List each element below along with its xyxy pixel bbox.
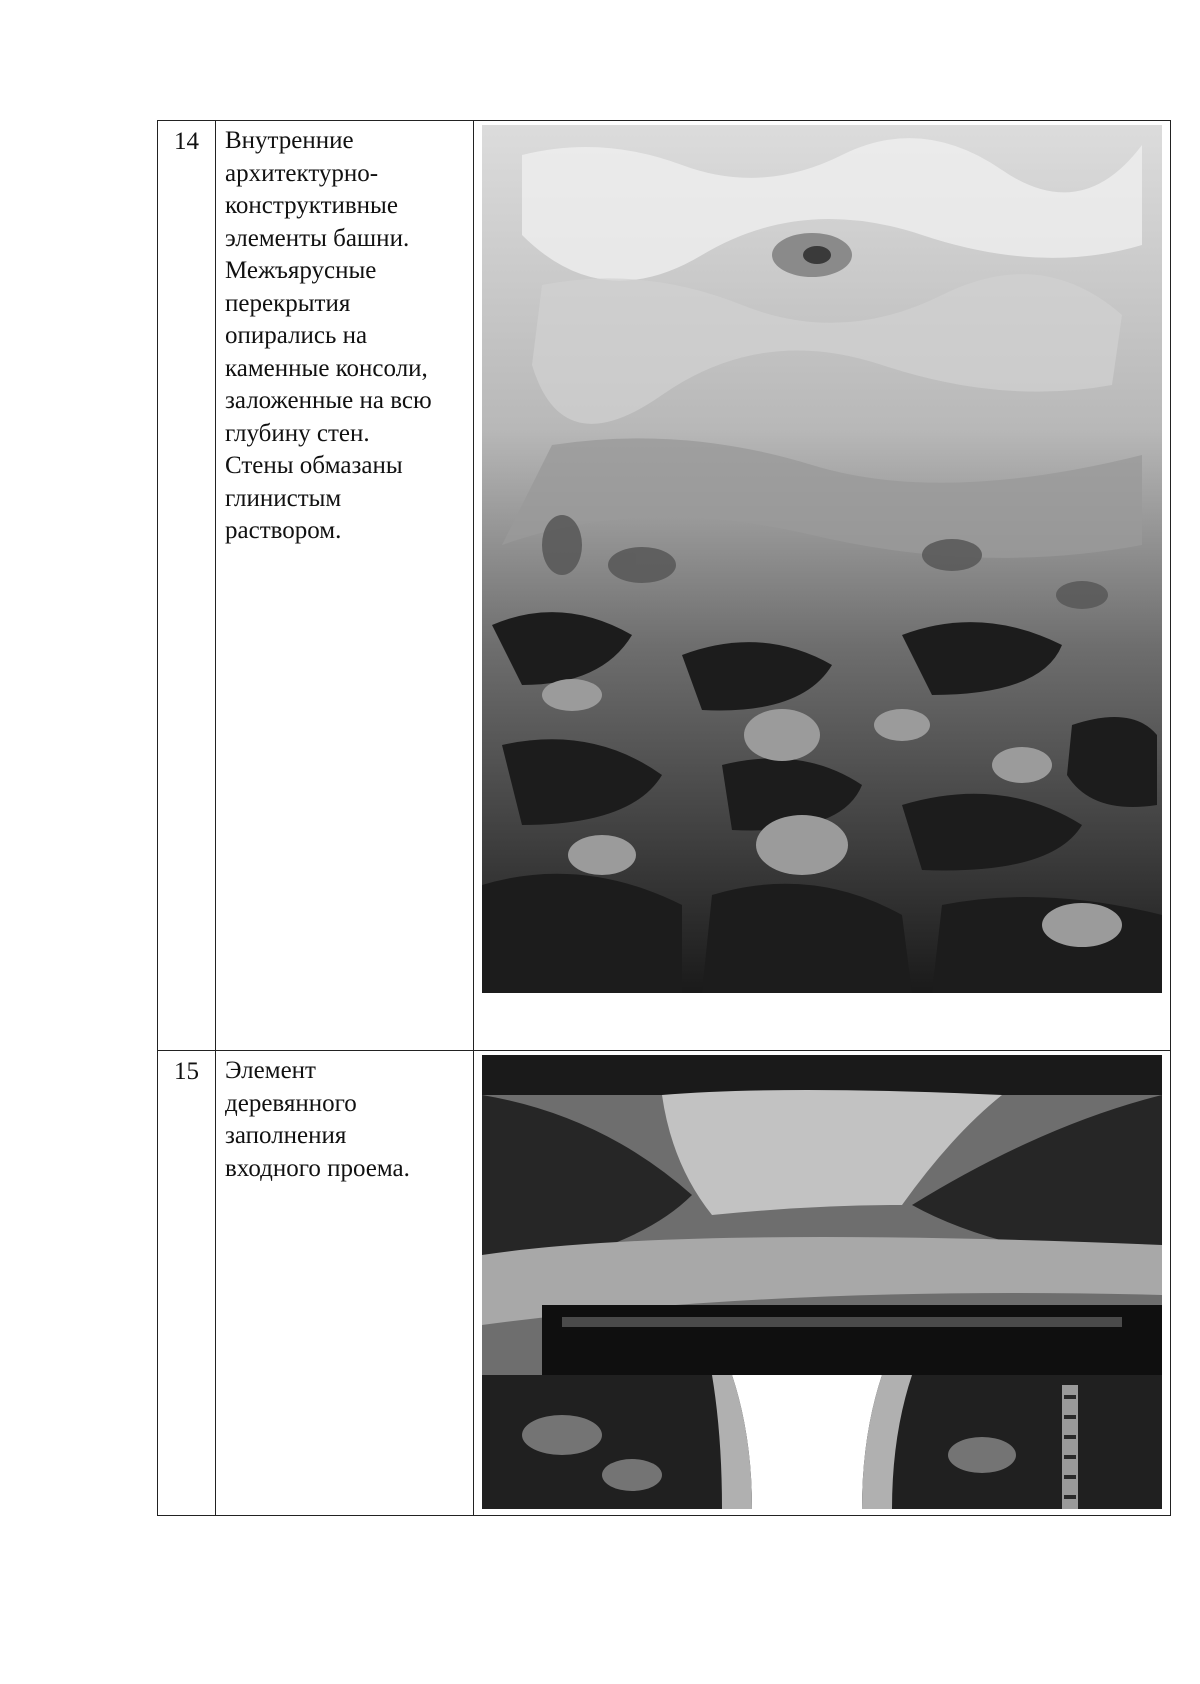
doorway-photo [482, 1055, 1162, 1509]
description-line: опирались на [225, 322, 368, 349]
table-row [158, 121, 1171, 1051]
photo-cell [474, 121, 1171, 1051]
row-description [216, 1051, 474, 1516]
row-description [216, 121, 474, 1051]
wooden-lintel-image [482, 1055, 1162, 1509]
description-line: заложенные на всю [225, 387, 432, 414]
description-line: Стены обмазаны [225, 452, 403, 479]
description-line: каменные консоли, [225, 354, 428, 382]
description-line: раствором. [225, 517, 342, 544]
description-line: глубину стен. [225, 419, 370, 447]
description-line: глинистым [225, 484, 342, 512]
description-line: деревянного [225, 1089, 357, 1117]
description-line: конструктивные [225, 192, 398, 219]
row-number: 14 [158, 121, 216, 1051]
description-line: Межъярусные [225, 257, 377, 284]
description-line: Элемент [225, 1057, 316, 1084]
description-line: элементы башни. [225, 224, 410, 252]
table-row [158, 1051, 1171, 1516]
description-line: перекрытия [225, 289, 351, 317]
stone-wall-image [482, 125, 1162, 993]
description-table [157, 120, 1171, 1516]
description-line: Внутренние [225, 127, 354, 154]
row-number: 15 [158, 1051, 216, 1516]
description-line: архитектурно- [225, 159, 379, 187]
description-line: заполнения [225, 1122, 347, 1149]
description-line: входного проема. [225, 1154, 410, 1182]
tower-interior-photo [482, 125, 1162, 993]
photo-cell [474, 1051, 1171, 1516]
